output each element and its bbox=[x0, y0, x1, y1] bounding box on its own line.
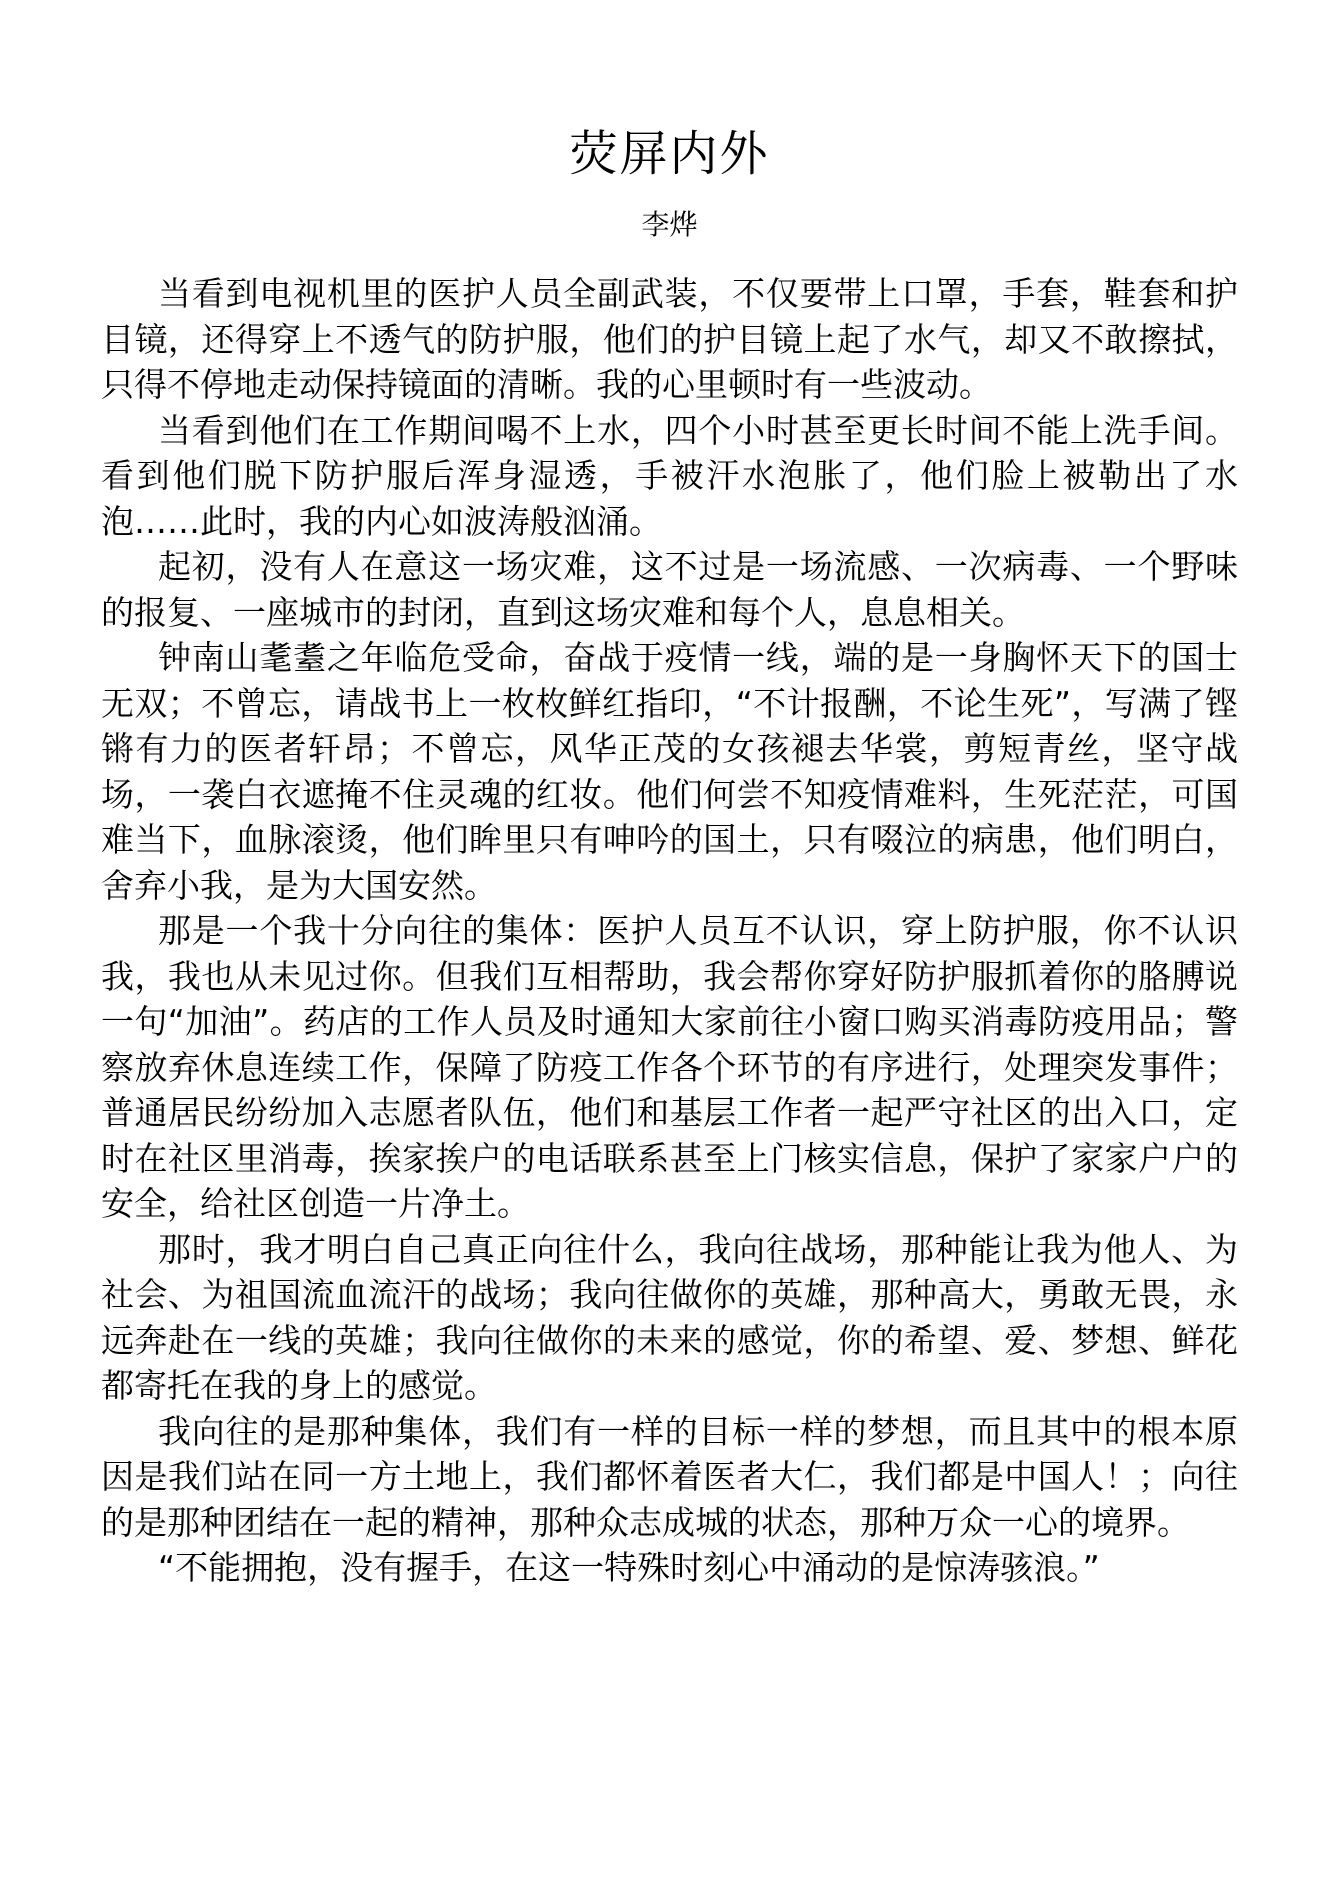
essay-paragraph: 钟南山耄耋之年临危受命，奋战于疫情一线，端的是一身胸怀天下的国士无双；不曾忘，请战书上一枚枚鲜红指印，“不计报酬，不论生死”，写满了铿锵有力的医者轩昂；不曾忘，风华正茂的女孩褪去华裳，剪短青丝，坚守战场，一袭白衣遮掩不住灵魂的红妆。他们何尝不知疫情难料，生死茫茫，可国难当下，血脉滚烫，他们眸里只有呻吟的国土，只有啜泣的病患，他们明白，舍弃小我，是为大国安然。 bbox=[101, 638, 1238, 905]
essay-paragraph: 那时，我才明白自己真正向往什么，我向往战场，那种能让我为他人、为社会、为祖国流血流汗的战场；我向往做你的英雄，那种高大，勇敢无畏，永远奔赴在一线的英雄；我向往做你的未来的感觉，你的希望、爱、梦想、鲜花都寄托在我的身上的感觉。 bbox=[101, 1229, 1238, 1406]
essay-paragraph: 起初，没有人在意这一场灾难，这不过是一场流感、一次病毒、一个野味的报复、一座城市的封闭，直到这场灾难和每个人，息息相关。 bbox=[101, 547, 1238, 632]
essay-paragraph: “不能拥抱，没有握手，在这一特殊时刻心中涌动的是惊涛骇浪。” bbox=[158, 1548, 1100, 1588]
essay-author: 李烨 bbox=[641, 207, 698, 241]
essay-paragraph: 我向往的是那种集体，我们有一样的目标一样的梦想，而且其中的根本原因是我们站在同一方土地上，我们都怀着医者大仁，我们都是中国人！；向往的是那种团结在一起的精神，那种众志成城的状态，那种万众一心的境界。 bbox=[101, 1411, 1238, 1542]
essay-paragraph: 那是一个我十分向往的集体：医护人员互不认识，穿上防护服，你不认识我，我也从未见过你。但我们互相帮助，我会帮你穿好防护服抓着你的胳膊说一句“加油”。药店的工作人员及时通知大家前往小窗口购买消毒防疫用品；警察放弃休息连续工作，保障了防疫工作各个环节的有序进行，处理突发事件；普通居民纷纷加入志愿者队伍，他们和基层工作者一起严守社区的出入口，定时在社区里消毒，挨家挨户的电话联系甚至上门核实信息，保护了家家户户的安全，给社区创造一片净土。 bbox=[101, 911, 1238, 1224]
essay-title: 荧屏内外 bbox=[569, 126, 770, 182]
essay-paragraph: 当看到电视机里的医护人员全副武装，不仅要带上口罩，手套，鞋套和护目镜，还得穿上不透气的防护服，他们的护目镜上起了水气，却又不敢擦拭，只得不停地走动保持镜面的清晰。我的心里顿时有一些波动。 bbox=[101, 274, 1238, 405]
essay-body bbox=[101, 271, 1238, 1591]
essay-paragraph: 当看到他们在工作期间喝不上水，四个小时甚至更长时间不能上洗手间。看到他们脱下防护服后浑身湿透，手被汗水泡胀了，他们脸上被勒出了水泡……此时，我的内心如波涛般汹涌。 bbox=[101, 410, 1238, 541]
